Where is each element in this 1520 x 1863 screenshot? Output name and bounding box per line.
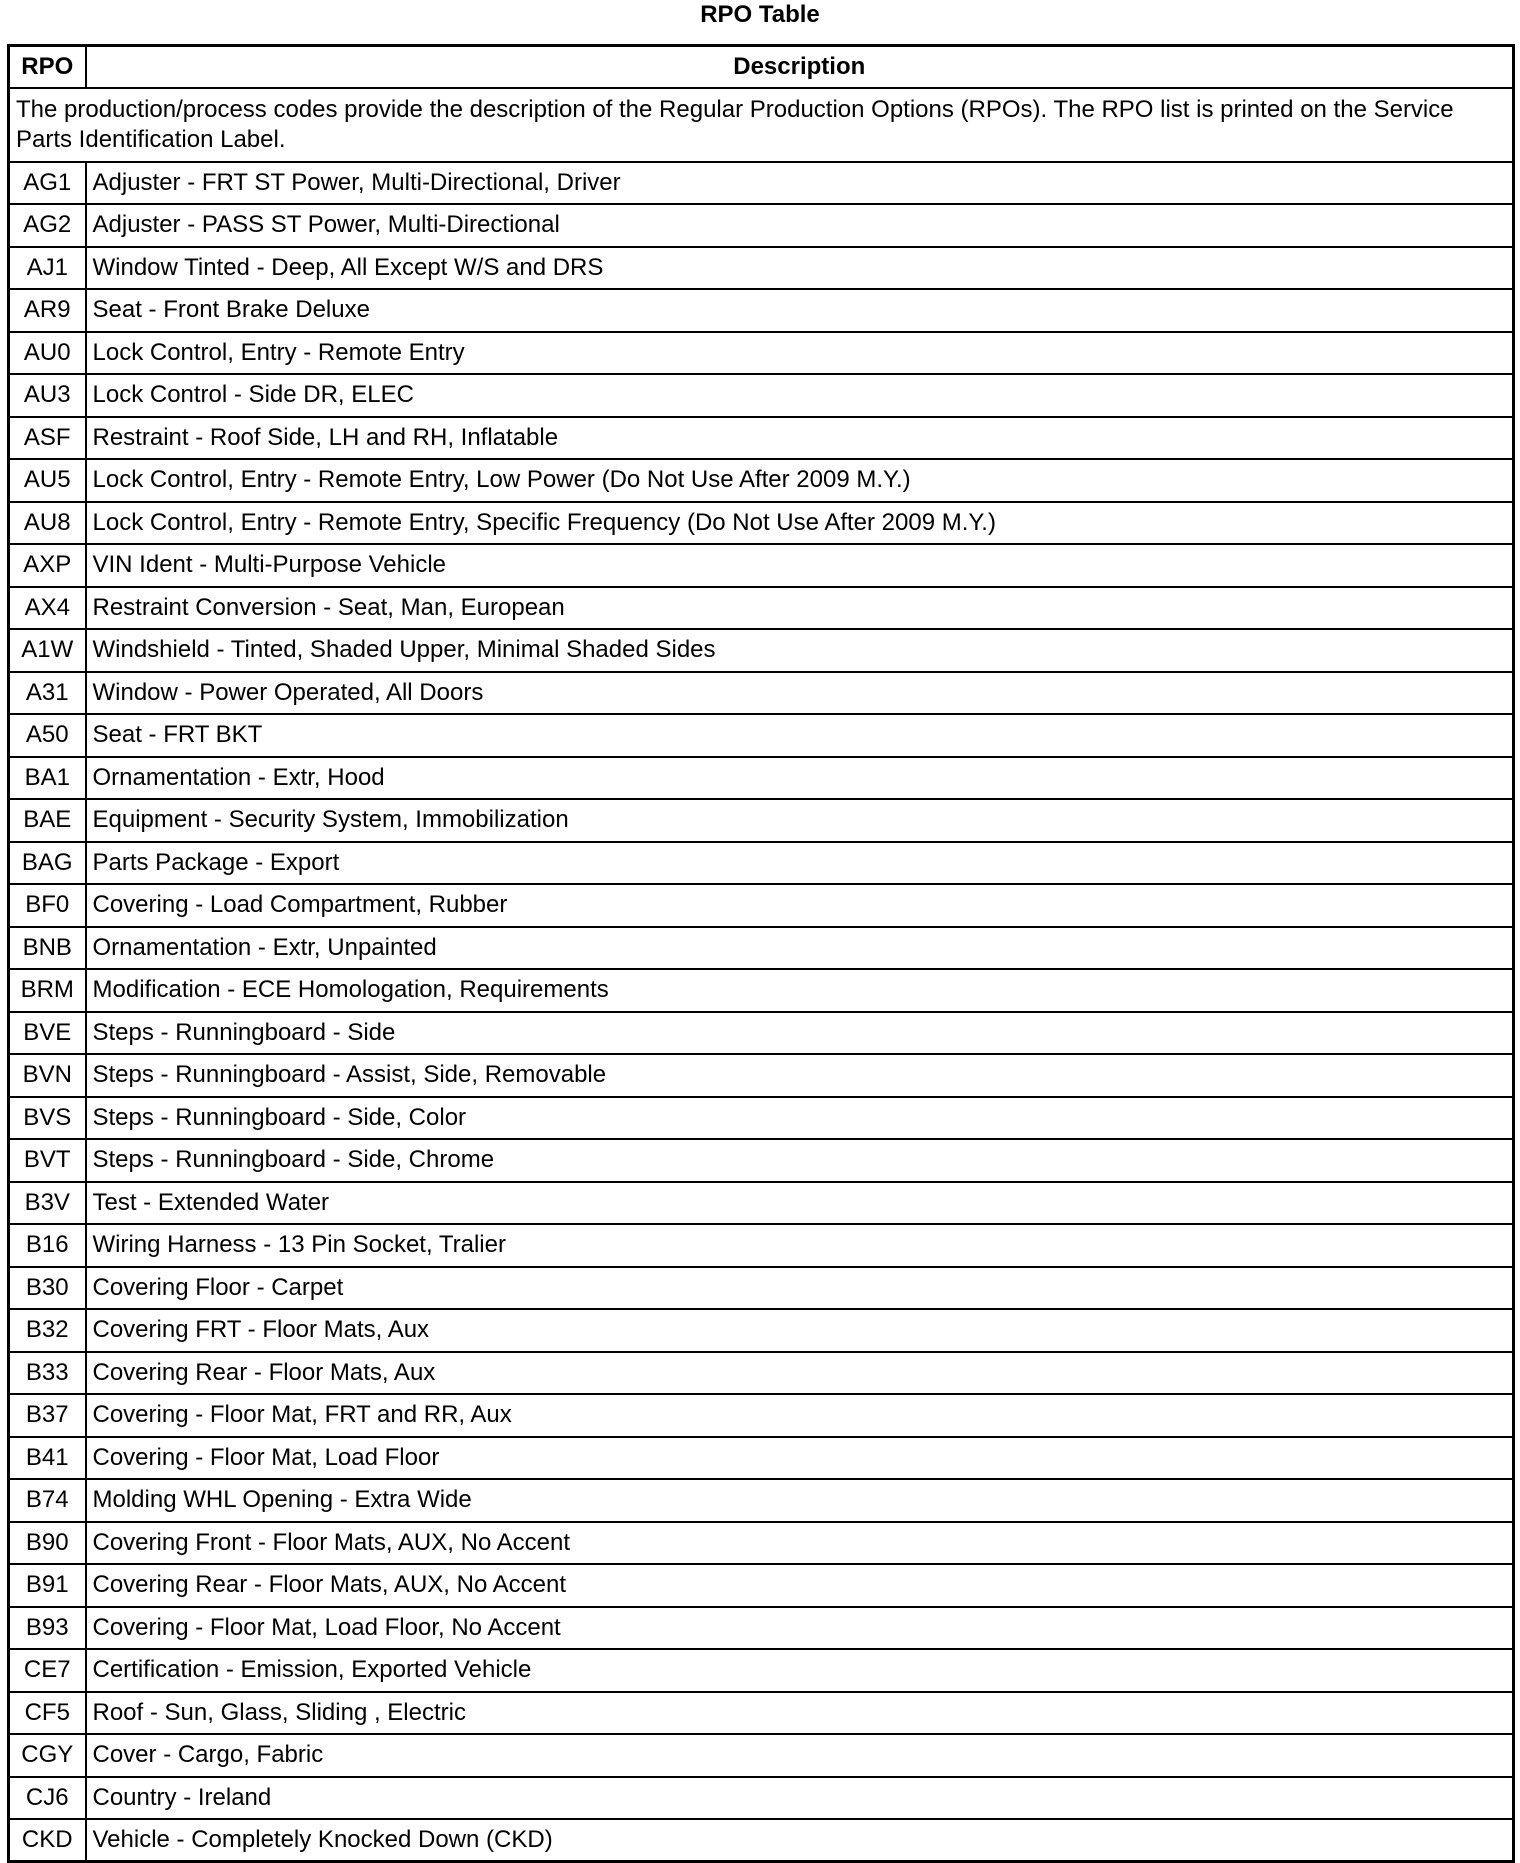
rpo-code-cell: CGY — [9, 1734, 86, 1777]
rpo-code-cell: AXP — [9, 544, 86, 587]
rpo-code-cell: B74 — [9, 1479, 86, 1522]
rpo-code-cell: BA1 — [9, 757, 86, 800]
rpo-description-cell: Window Tinted - Deep, All Except W/S and DRS — [86, 247, 1514, 290]
rpo-code-cell: BAE — [9, 799, 86, 842]
rpo-code-cell: AG2 — [9, 204, 86, 247]
rpo-code-cell: BVT — [9, 1139, 86, 1182]
rpo-description-cell: Covering - Load Compartment, Rubber — [86, 884, 1514, 927]
rpo-description-cell: Lock Control, Entry - Remote Entry — [86, 332, 1514, 375]
rpo-description-cell: Covering Rear - Floor Mats, AUX, No Accent — [86, 1564, 1514, 1607]
table-row — [9, 927, 1514, 970]
table-row — [9, 714, 1514, 757]
rpo-description-cell: Vehicle - Completely Knocked Down (CKD) — [86, 1819, 1514, 1862]
table-row — [9, 544, 1514, 587]
rpo-code-cell: A50 — [9, 714, 86, 757]
column-header-description: Description — [86, 46, 1514, 88]
rpo-code-cell: AU0 — [9, 332, 86, 375]
rpo-code-cell: B37 — [9, 1394, 86, 1437]
table-row — [9, 1309, 1514, 1352]
table-row — [9, 459, 1514, 502]
rpo-code-cell: CJ6 — [9, 1777, 86, 1820]
rpo-code-cell: AX4 — [9, 587, 86, 630]
intro-row — [9, 88, 1514, 162]
rpo-description-cell: Window - Power Operated, All Doors — [86, 672, 1514, 715]
table-row — [9, 1437, 1514, 1480]
rpo-description-cell: Covering - Floor Mat, Load Floor, No Accent — [86, 1607, 1514, 1650]
table-row — [9, 417, 1514, 460]
rpo-description-cell: Cover - Cargo, Fabric — [86, 1734, 1514, 1777]
table-row — [9, 1819, 1514, 1862]
rpo-description-cell: Adjuster - PASS ST Power, Multi-Directional — [86, 204, 1514, 247]
rpo-code-cell: AU3 — [9, 374, 86, 417]
table-row — [9, 1394, 1514, 1437]
rpo-description-cell: Lock Control, Entry - Remote Entry, Low Power (Do Not Use After 2009 M.Y.) — [86, 459, 1514, 502]
rpo-code-cell: BNB — [9, 927, 86, 970]
rpo-code-cell: BVN — [9, 1054, 86, 1097]
table-row — [9, 289, 1514, 332]
rpo-description-cell: Country - Ireland — [86, 1777, 1514, 1820]
rpo-description-cell: Restraint Conversion - Seat, Man, European — [86, 587, 1514, 630]
rpo-code-cell: CF5 — [9, 1692, 86, 1735]
table-row — [9, 162, 1514, 205]
table-row — [9, 1479, 1514, 1522]
table-header-row — [9, 46, 1514, 88]
table-row — [9, 1267, 1514, 1310]
rpo-description-cell: Restraint - Roof Side, LH and RH, Inflatable — [86, 417, 1514, 460]
table-row — [9, 1139, 1514, 1182]
rpo-code-cell: BVE — [9, 1012, 86, 1055]
table-row — [9, 1224, 1514, 1267]
column-header-rpo: RPO — [9, 46, 86, 88]
rpo-description-cell: Adjuster - FRT ST Power, Multi-Directional, Driver — [86, 162, 1514, 205]
table-row — [9, 1734, 1514, 1777]
rpo-description-cell: Lock Control - Side DR, ELEC — [86, 374, 1514, 417]
table-title: RPO Table — [700, 1, 820, 28]
rpo-code-cell: B93 — [9, 1607, 86, 1650]
rpo-description-cell: Test - Extended Water — [86, 1182, 1514, 1225]
table-row — [9, 247, 1514, 290]
rpo-description-cell: Covering Front - Floor Mats, AUX, No Accent — [86, 1522, 1514, 1565]
rpo-description-cell: Roof - Sun, Glass, Sliding , Electric — [86, 1692, 1514, 1735]
rpo-description-cell: Ornamentation - Extr, Hood — [86, 757, 1514, 800]
rpo-description-cell: Windshield - Tinted, Shaded Upper, Minimal Shaded Sides — [86, 629, 1514, 672]
table-row — [9, 1182, 1514, 1225]
rpo-code-cell: BAG — [9, 842, 86, 885]
table-row — [9, 1692, 1514, 1735]
rpo-code-cell: A31 — [9, 672, 86, 715]
table-row — [9, 842, 1514, 885]
rpo-code-cell: A1W — [9, 629, 86, 672]
rpo-description-cell: Steps - Runningboard - Side, Chrome — [86, 1139, 1514, 1182]
rpo-code-cell: ASF — [9, 417, 86, 460]
table-row — [9, 587, 1514, 630]
table-row — [9, 629, 1514, 672]
table-row — [9, 1352, 1514, 1395]
rpo-description-cell: Parts Package - Export — [86, 842, 1514, 885]
table-row — [9, 502, 1514, 545]
rpo-description-cell: VIN Ident - Multi-Purpose Vehicle — [86, 544, 1514, 587]
rpo-code-cell: B91 — [9, 1564, 86, 1607]
table-row — [9, 204, 1514, 247]
rpo-table — [7, 44, 1515, 1863]
rpo-description-cell: Covering - Floor Mat, Load Floor — [86, 1437, 1514, 1480]
rpo-description-cell: Molding WHL Opening - Extra Wide — [86, 1479, 1514, 1522]
rpo-code-cell: B33 — [9, 1352, 86, 1395]
rpo-description-cell: Seat - FRT BKT — [86, 714, 1514, 757]
rpo-code-cell: AR9 — [9, 289, 86, 332]
rpo-code-cell: B32 — [9, 1309, 86, 1352]
rpo-code-cell: BRM — [9, 969, 86, 1012]
rpo-description-cell: Covering Floor - Carpet — [86, 1267, 1514, 1310]
rpo-code-cell: AU5 — [9, 459, 86, 502]
table-row — [9, 1054, 1514, 1097]
rpo-code-cell: AJ1 — [9, 247, 86, 290]
rpo-description-cell: Steps - Runningboard - Assist, Side, Removable — [86, 1054, 1514, 1097]
rpo-description-cell: Modification - ECE Homologation, Requirements — [86, 969, 1514, 1012]
table-row — [9, 1564, 1514, 1607]
table-row — [9, 672, 1514, 715]
table-row — [9, 1012, 1514, 1055]
table-row — [9, 1607, 1514, 1650]
rpo-code-cell: AU8 — [9, 502, 86, 545]
table-row — [9, 799, 1514, 842]
rpo-code-cell: B90 — [9, 1522, 86, 1565]
rpo-code-cell: B41 — [9, 1437, 86, 1480]
rpo-description-cell: Covering FRT - Floor Mats, Aux — [86, 1309, 1514, 1352]
rpo-code-cell: AG1 — [9, 162, 86, 205]
rpo-description-cell: Wiring Harness - 13 Pin Socket, Tralier — [86, 1224, 1514, 1267]
rpo-code-cell: CE7 — [9, 1649, 86, 1692]
table-row — [9, 1777, 1514, 1820]
rpo-description-cell: Certification - Emission, Exported Vehicle — [86, 1649, 1514, 1692]
rpo-description-cell: Equipment - Security System, Immobilization — [86, 799, 1514, 842]
table-row — [9, 374, 1514, 417]
rpo-description-cell: Ornamentation - Extr, Unpainted — [86, 927, 1514, 970]
table-row — [9, 757, 1514, 800]
table-row — [9, 1649, 1514, 1692]
rpo-description-cell: Lock Control, Entry - Remote Entry, Specific Frequency (Do Not Use After 2009 M.Y.) — [86, 502, 1514, 545]
rpo-code-cell: B16 — [9, 1224, 86, 1267]
rpo-code-cell: CKD — [9, 1819, 86, 1862]
rpo-description-cell: Covering - Floor Mat, FRT and RR, Aux — [86, 1394, 1514, 1437]
rpo-code-cell: BF0 — [9, 884, 86, 927]
table-row — [9, 332, 1514, 375]
rpo-code-cell: B30 — [9, 1267, 86, 1310]
table-row — [9, 1522, 1514, 1565]
table-row — [9, 969, 1514, 1012]
rpo-code-cell: B3V — [9, 1182, 86, 1225]
rpo-description-cell: Seat - Front Brake Deluxe — [86, 289, 1514, 332]
table-row — [9, 884, 1514, 927]
rpo-description-cell: Steps - Runningboard - Side, Color — [86, 1097, 1514, 1140]
intro-text: The production/process codes provide the description of the Regular Production Options (RPOs). The RPO list is printed on the Service Parts Identification Label. — [9, 88, 1514, 162]
rpo-description-cell: Covering Rear - Floor Mats, Aux — [86, 1352, 1514, 1395]
rpo-description-cell: Steps - Runningboard - Side — [86, 1012, 1514, 1055]
table-row — [9, 1097, 1514, 1140]
rpo-code-cell: BVS — [9, 1097, 86, 1140]
